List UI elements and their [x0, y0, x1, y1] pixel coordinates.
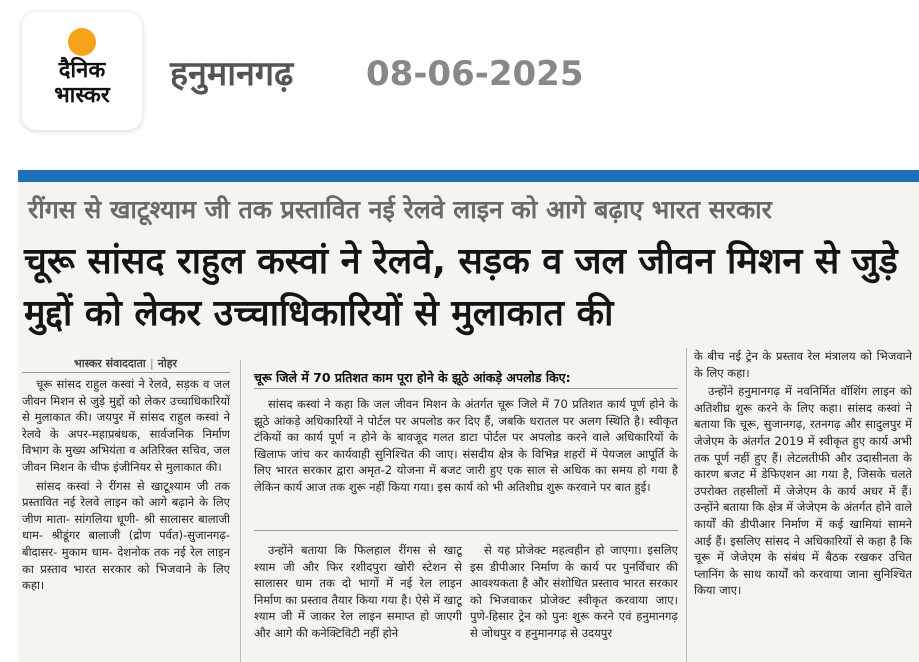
article-column-1	[22, 376, 230, 662]
column-divider-right	[686, 348, 687, 662]
article-headline: चूरू सांसद राहुल कस्वां ने रेलवे, सड़क व जल जीवन मिशन से जुड़े मुद्दों को लेकर उच्चाधिकारियों से मुलाकात की	[24, 241, 898, 334]
col1-paragraph-2: सांसद कस्वां ने रींगस से खाटूश्याम जी तक प्रस्तावित नई रेलवे लाइन को आगे बढ़ाने के लिए जीण माता- सांगलिया धूणी- श्री सालासर बालाजी धाम- श्रीडूंगर बालाजी (द्रोण पर्वत)-सुजानगढ़- बीदासर- मुकाम धाम- देशनोक तक नई रेल लाइन का प्रस्ताव भारत सरकार को भिजवाने के लिए कहा।	[22, 478, 230, 593]
byline-separator: |	[149, 357, 154, 370]
news-clipping	[18, 170, 919, 662]
edition-city: हनुमानगढ़	[170, 54, 294, 94]
col4-paragraph-2: उन्होंने हनुमानगढ़ में नवनिर्मित वॉशिंग लाइन को अतिशीघ्र शुरू करने के लिए कहा। सांसद कस्वां ने बताया कि चूरू, सुजानगढ़, रतनगढ़ और सादुलपुर में जेजेएम के अंतर्गत 2019 में स्वीकृत हुए कार्य अभी तक पूर्ण नहीं हुए हैं। लेटलतीफी और उदासीनता के कारण बजट में डेफिएशन आ गया है, जिसके चलते उपरोक्त तहसीलों में जेजेएम के कार्य अधर में हैं। उन्होंने बताया कि क्षेत्र में जेजेएम के अंतर्गत होने वाले कार्यों की डीपीआर निर्माण में कई खामियां सामने आई हैं। इसलिए सांसद ने अधिकारियों से कहा है कि चूरू में जेजेएम के संबंध में बैठक रखकर उचित प्लानिंग के साथ कार्यों को करवाया जाना सुनिश्चित किया जाए।	[694, 384, 912, 598]
col4-paragraph-1: के बीच नई ट्रेन के प्रस्ताव रेल मंत्रालय को भिजवाने के लिए कहा।	[694, 349, 912, 380]
article-column-2	[254, 542, 462, 662]
page-header	[0, 0, 919, 170]
subheading-box-title: चूरू जिले में 70 प्रतिशत काम पूरा होने के झूठे आंकड़े अपलोड किए:	[254, 370, 571, 385]
article-column-4	[694, 348, 912, 662]
box-bottom-rule	[254, 530, 678, 531]
byline	[74, 356, 177, 371]
logo-text-line1: दैनिक	[58, 58, 106, 83]
col3-paragraph: से यह प्रोजेक्ट महत्वहीन हो जाएगा। इसलिए इस डीपीआर निर्माण के कार्य पर पुनर्विचार की आवश्यकता है और संशोधित प्रस्ताव भारत सरकार को भिजवाकर प्रोजेक्ट स्वीकृत करवाया जाए। पुणे-हिसार ट्रेन को पुनः शुरू करने एवं हनुमानगढ़ से जोधपुर व हनुमानगढ़ से उदयपुर	[470, 543, 678, 640]
clipping-top-bar	[18, 170, 919, 182]
col2-paragraph: उन्होंने बताया कि फिलहाल रींगस से खाटू श्याम जी और फिर रशीदपुरा खोरी स्टेशन से सालासर धाम तक दो भागों में नई रेल लाइन निर्माण का प्रस्ताव तैयार किया गया है। ऐसे में खाटू श्याम जी में जाकर रेल लाइन समाप्त हो जाएगी और आगे की कनेक्टिविटी नहीं होने	[254, 543, 462, 640]
box-paragraph: सांसद कस्वां ने कहा कि जल जीवन मिशन के अंतर्गत चूरू जिले में 70 प्रतिशत कार्य पूर्ण होने के झूठे आंकड़े अधिकारियों ने पोर्टल पर अपलोड कर दिए हैं, जबकि धरातल पर अलग स्थिति है। स्वीकृत टंकियों का कार्य पूर्ण न होने के बावजूद गलत डाटा पोर्टल पर अपलोड करने वाले अधिकारियों के खिलाफ जांच कर कार्यवाही सुनिश्चित की जाए। संसदीय क्षेत्र के विभिन्न शहरों में पेयजल आपूर्ति के लिए भारत सरकार द्वारा अमृत-2 योजना में बजट जारी हुए एक साल से अधिक का समय हो गया है लेकिन कार्य आज तक शुरू नहीं किया गया। इस कार्य को भी अतिशीघ्र शुरू करवाने पर बात हुई।	[254, 397, 678, 494]
byline-place: नोहर	[157, 357, 178, 370]
byline-source: भास्कर संवाददाता	[74, 357, 146, 370]
edition-date: 08-06-2025	[366, 54, 584, 94]
dainik-bhaskar-logo	[22, 12, 142, 130]
box-title-rule	[254, 388, 678, 389]
sun-icon	[68, 28, 96, 56]
logo-text-line2: भास्कर	[54, 83, 110, 108]
article-column-3	[470, 542, 678, 662]
article-kicker: रींगस से खाटूश्याम जी तक प्रस्तावित नई रेलवे लाइन को आगे बढ़ाए भारत सरकार	[28, 195, 772, 224]
col1-paragraph-1: चूरू सांसद राहुल कस्वां ने रेलवे, सड़क व जल जीवन मिशन से जुड़े मुद्दों को लेकर उच्चाधिकारियों से मुलाकात की। जयपुर में सांसद राहुल कस्वां ने रेलवे के अपर-महाप्रबंधक, सार्वजनिक निर्माण विभाग के मुख्य अभियंता व अतिरिक्त सचिव, जल जीवन मिशन के चीफ इंजीनियर से मुलाकात की।	[22, 377, 230, 474]
subheading-box-text	[254, 396, 678, 520]
byline-rule	[22, 372, 230, 373]
column-divider	[240, 360, 241, 662]
